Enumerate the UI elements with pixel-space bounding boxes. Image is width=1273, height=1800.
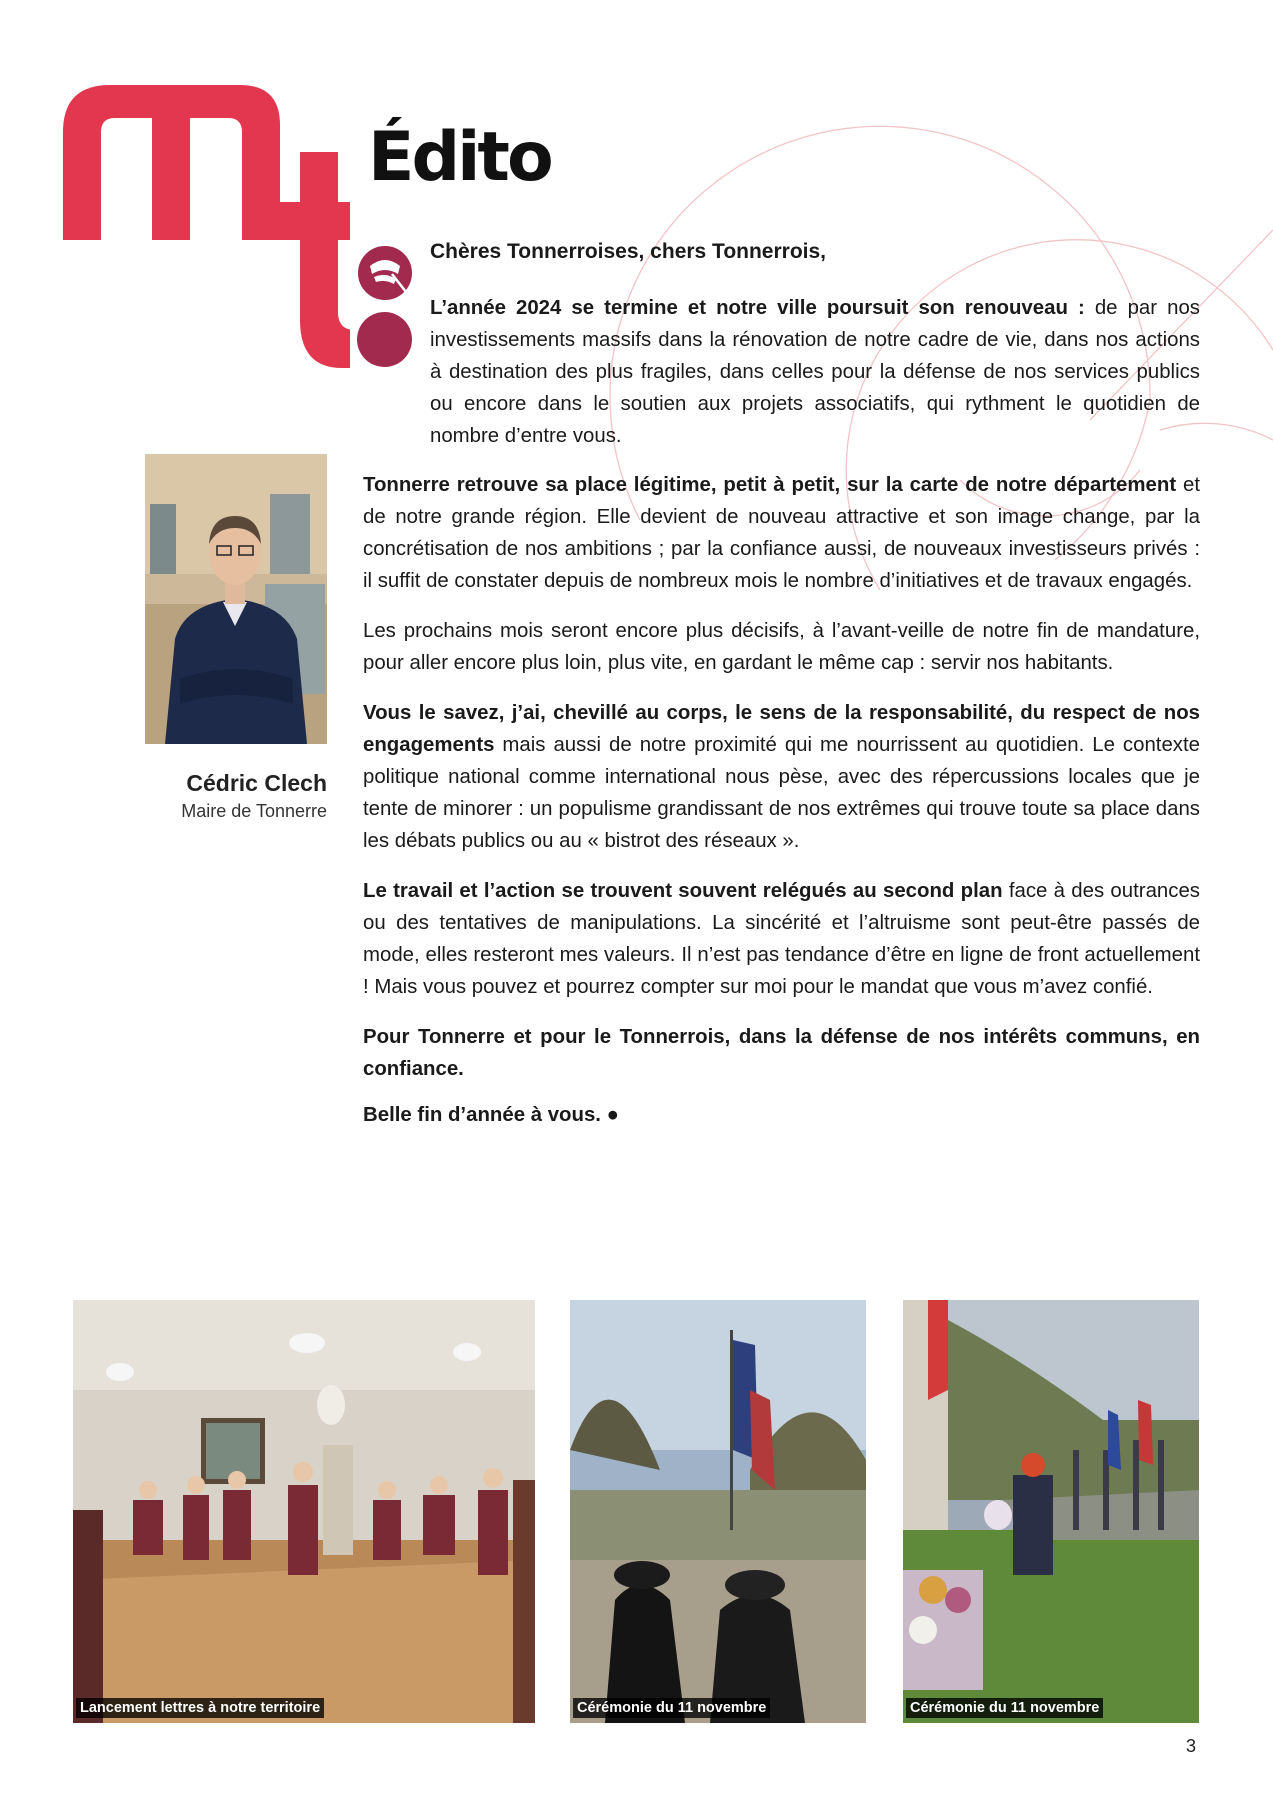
- end-dot: ●: [606, 1104, 619, 1126]
- photo-ceremony-2: [903, 1300, 1199, 1723]
- paragraph-5-text: face à des outrances ou des tentatives de manipulations. La sincérité et l’altruisme sont peut-être passés de mode, elles resteront mes valeurs. Il n’est pas tendance d’être en ligne de front actuellement ! Mais vous pouvez et pourrez compter sur moi pour le mandat que vous m’avez confié.: [363, 880, 1200, 998]
- page-title: Édito: [368, 118, 551, 197]
- mt-logo: [60, 80, 350, 380]
- letter-body: [363, 469, 1200, 1149]
- paragraph-2-text: et de notre grande région. Elle devient de nouveau attractive et son image change, par la concrétisation de nos ambitions ; par la confiance aussi, de nouveaux investisseurs privés : il suffit de constater depuis de nombreux mois le nombre d’initiatives et de travaux engagés.: [363, 474, 1201, 592]
- paragraph-3-text: Les prochains mois seront encore plus décisifs, à l’avant-veille de notre fin de mandature, pour aller encore plus loin, plus vite, en gardant le même cap : servir nos habitants.: [363, 620, 1200, 674]
- photo-event-hall: [73, 1300, 535, 1723]
- paragraph-intro-text: de par nos investissements massifs dans la rénovation de notre cadre de vie, dans nos actions à destination des plus fragiles, dans celles pour la défense de nos services publics ou encore dans le soutien aux projets associatifs, qui rythment le quotidien de nombre d’entre vous.: [430, 297, 1200, 447]
- salutation: Chères Tonnerroises, chers Tonnerrois,: [430, 240, 827, 263]
- paragraph-intro-lead: L’année 2024 se termine et notre ville poursuit son renouveau :: [430, 297, 1085, 319]
- page-number: 3: [1186, 1736, 1197, 1756]
- paragraph-4-lead: Vous le savez, j’ai, chevillé au corps, le sens de la responsabilité, du respect de nos engagements: [363, 702, 1200, 756]
- mayor-portrait: [145, 454, 327, 744]
- paragraph-6-text: Pour Tonnerre et pour le Tonnerrois, dans la défense de nos intérêts communs, en confiance.: [363, 1026, 1200, 1080]
- author-role: Maire de Tonnerre: [181, 801, 327, 821]
- photo-caption: Cérémonie du 11 novembre: [906, 1698, 1103, 1718]
- paragraph-5: [363, 875, 1200, 1003]
- photo-caption: Lancement lettres à notre territoire: [76, 1698, 324, 1718]
- paragraph-3: [363, 615, 1200, 679]
- author-name: Cédric Clech: [186, 770, 327, 796]
- photo-caption: Cérémonie du 11 novembre: [573, 1698, 770, 1718]
- paragraph-intro: [430, 292, 1200, 452]
- paragraph-4-text: mais aussi de notre proximité qui me nourrissent au quotidien. Le contexte politique national comme international nous pèse, avec des répercussions locales que je tente de minorer : un populisme grandissant de nos extrêmes qui trouve toute sa place dans les débats publics ou au « bistrot des réseaux ».: [363, 734, 1200, 852]
- paragraph-2: [363, 469, 1200, 597]
- paragraph-2-lead: Tonnerre retrouve sa place légitime, petit à petit, sur la carte de notre département: [363, 474, 1177, 496]
- paragraph-5-lead: Le travail et l’action se trouvent souvent relégués au second plan: [363, 880, 1003, 902]
- photo-ceremony-1: [570, 1300, 866, 1723]
- paragraph-6: [363, 1021, 1200, 1085]
- paragraph-4: [363, 697, 1200, 857]
- tonnerre-crest-icon: [356, 244, 414, 302]
- author-block: [120, 768, 327, 824]
- closing-text: Belle fin d’année à vous.: [363, 1104, 601, 1126]
- decorative-dot: [357, 312, 412, 367]
- closing-line: [363, 1099, 1200, 1131]
